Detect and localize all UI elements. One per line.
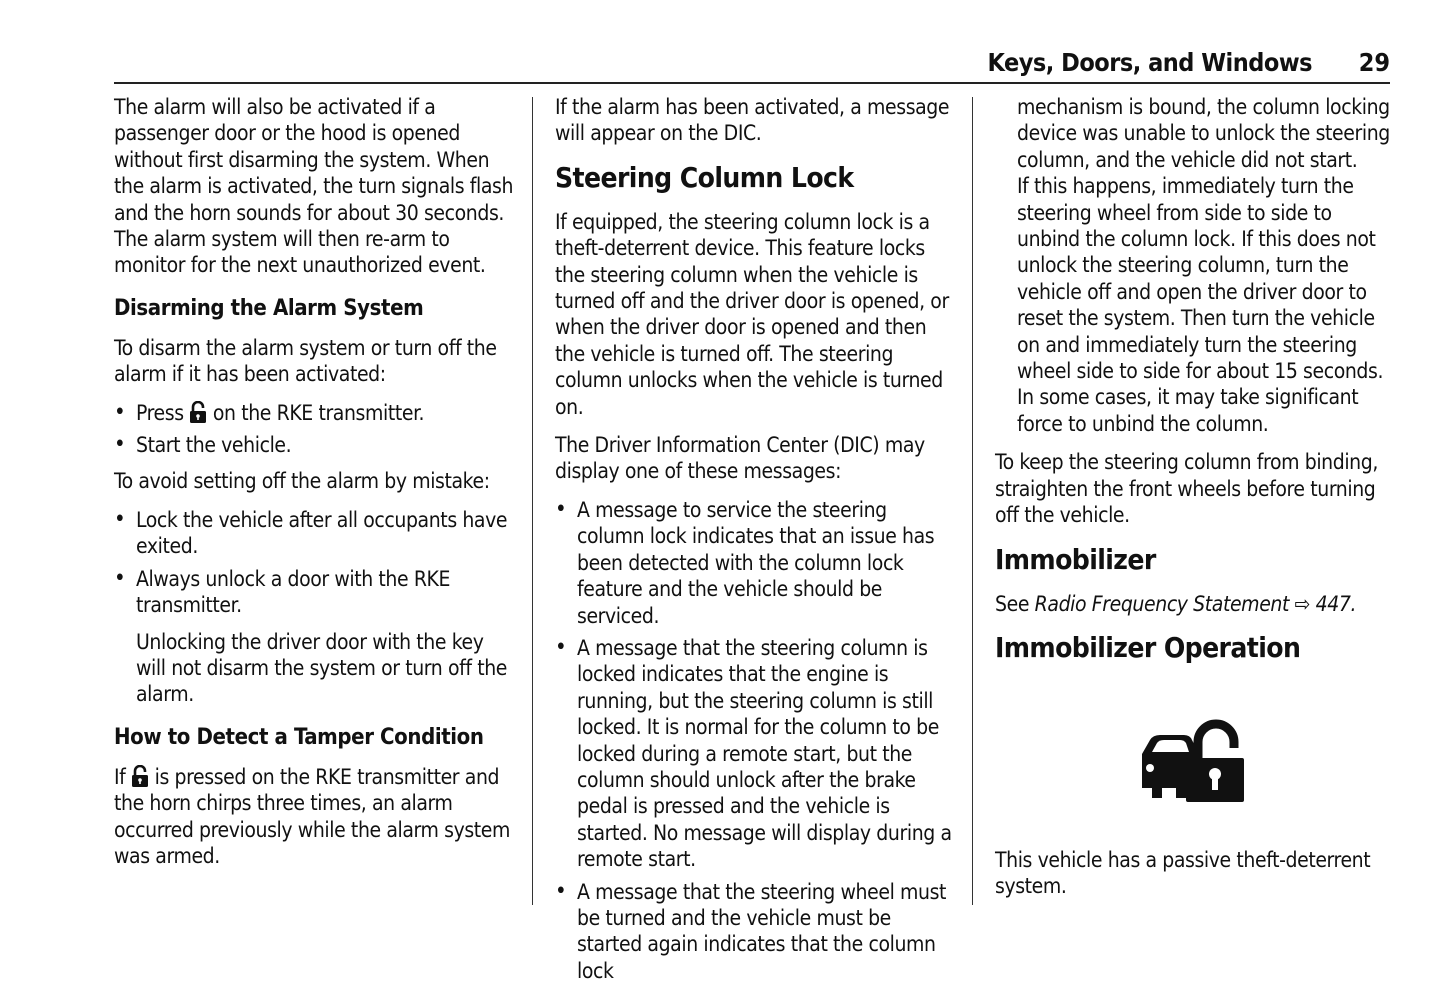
paragraph: Unlocking the driver door with the key will not disarm the system or turn off the alarm. <box>136 629 508 707</box>
page-header <box>114 48 1390 84</box>
heading-tamper: How to Detect a Tamper Condition <box>114 724 484 750</box>
page-number: 29 <box>1358 48 1390 77</box>
heading-immobilizer-operation: Immobilizer Operation <box>995 630 1301 664</box>
paragraph: If equipped, the steering column lock is a theft-deterrent device. This feature locks the steering column when the vehicle is turned off and the driver door is opened, or when the driver door is opened and then the vehicle is turned off. The steering column unlocks when the vehicle is turned on. <box>555 209 949 419</box>
immobilizer-car-lock-icon <box>1140 718 1246 804</box>
column-2 <box>555 94 955 994</box>
list-item: • Press on the RKE transmitter. <box>114 400 514 426</box>
paragraph: To avoid setting off the alarm by mistake: <box>114 469 490 494</box>
heading-steering-column-lock: Steering Column Lock <box>555 160 854 194</box>
paragraph: If is pressed on the RKE transmitter and the horn chirps three times, an alarm occurred previously while the alarm system was armed. <box>114 764 511 868</box>
paragraph: mechanism is bound, the column locking device was unable to unlock the steering column, and the vehicle did not start. <box>1017 95 1390 172</box>
reference-page[interactable]: 447. <box>1315 591 1357 616</box>
bullet-list <box>114 507 514 619</box>
heading-disarming: Disarming the Alarm System <box>114 295 424 321</box>
list-item: • Lock the vehicle after all occupants have exited. <box>114 507 514 560</box>
unlock-icon <box>189 401 207 423</box>
bullet-list <box>555 497 955 984</box>
list-item: • Always unlock a door with the RKE transmitter. <box>114 566 514 619</box>
list-item: • Start the vehicle. <box>114 432 514 458</box>
section-title: Keys, Doors, and Windows <box>987 48 1312 77</box>
paragraph: The alarm will also be activated if a passenger door or the hood is opened without first disarming the system. When the alarm is activated, the turn signals flash and the horn sounds for about 30 seconds. The alarm system will then re-arm to monitor for the next unauthorized event. <box>114 95 514 278</box>
paragraph: This vehicle has a passive theft-deterrent system. <box>995 847 1371 899</box>
unlock-icon <box>131 765 149 787</box>
paragraph: If the alarm has been activated, a message will appear on the DIC. <box>555 95 950 146</box>
cross-reference: See Radio Frequency Statement ⇨ 447. <box>995 591 1357 616</box>
paragraph: To disarm the alarm system or turn off the alarm if it has been activated: <box>114 335 497 387</box>
bullet-list <box>114 400 514 459</box>
column-divider <box>532 97 533 905</box>
paragraph: The Driver Information Center (DIC) may display one of these messages: <box>555 433 925 484</box>
list-item: • A message that the steering wheel must be turned and the vehicle must be started again indicates that the column lock <box>555 879 955 985</box>
paragraph: If this happens, immediately turn the steering wheel from side to side to unbind the column lock. If this does not unlock the steering column, turn the vehicle off and open the driver door to reset the system. Then turn the vehicle on and immediately turn the steering wheel side to side for about 15 seconds. In some cases, it may take significant force to unbind the column. <box>1017 174 1384 436</box>
list-item: • A message that the steering column is locked indicates that the engine is running, but the steering column is still locked. It is normal for the column to be locked during a remote start, but the column should unlock after the brake pedal is pressed and the vehicle is started. No message will display during a remote start. <box>555 635 955 873</box>
column-divider <box>972 97 973 905</box>
reference-link[interactable]: Radio Frequency Statement <box>1034 591 1289 616</box>
paragraph: To keep the steering column from binding, straighten the front wheels before turning off the vehicle. <box>995 450 1378 528</box>
heading-immobilizer: Immobilizer <box>995 542 1156 576</box>
list-item: • A message to service the steering column lock indicates that an issue has been detected with the column lock feature and the vehicle should be serviced. <box>555 497 955 629</box>
arrow-icon: ⇨ <box>1294 591 1311 616</box>
column-1 <box>114 94 514 881</box>
